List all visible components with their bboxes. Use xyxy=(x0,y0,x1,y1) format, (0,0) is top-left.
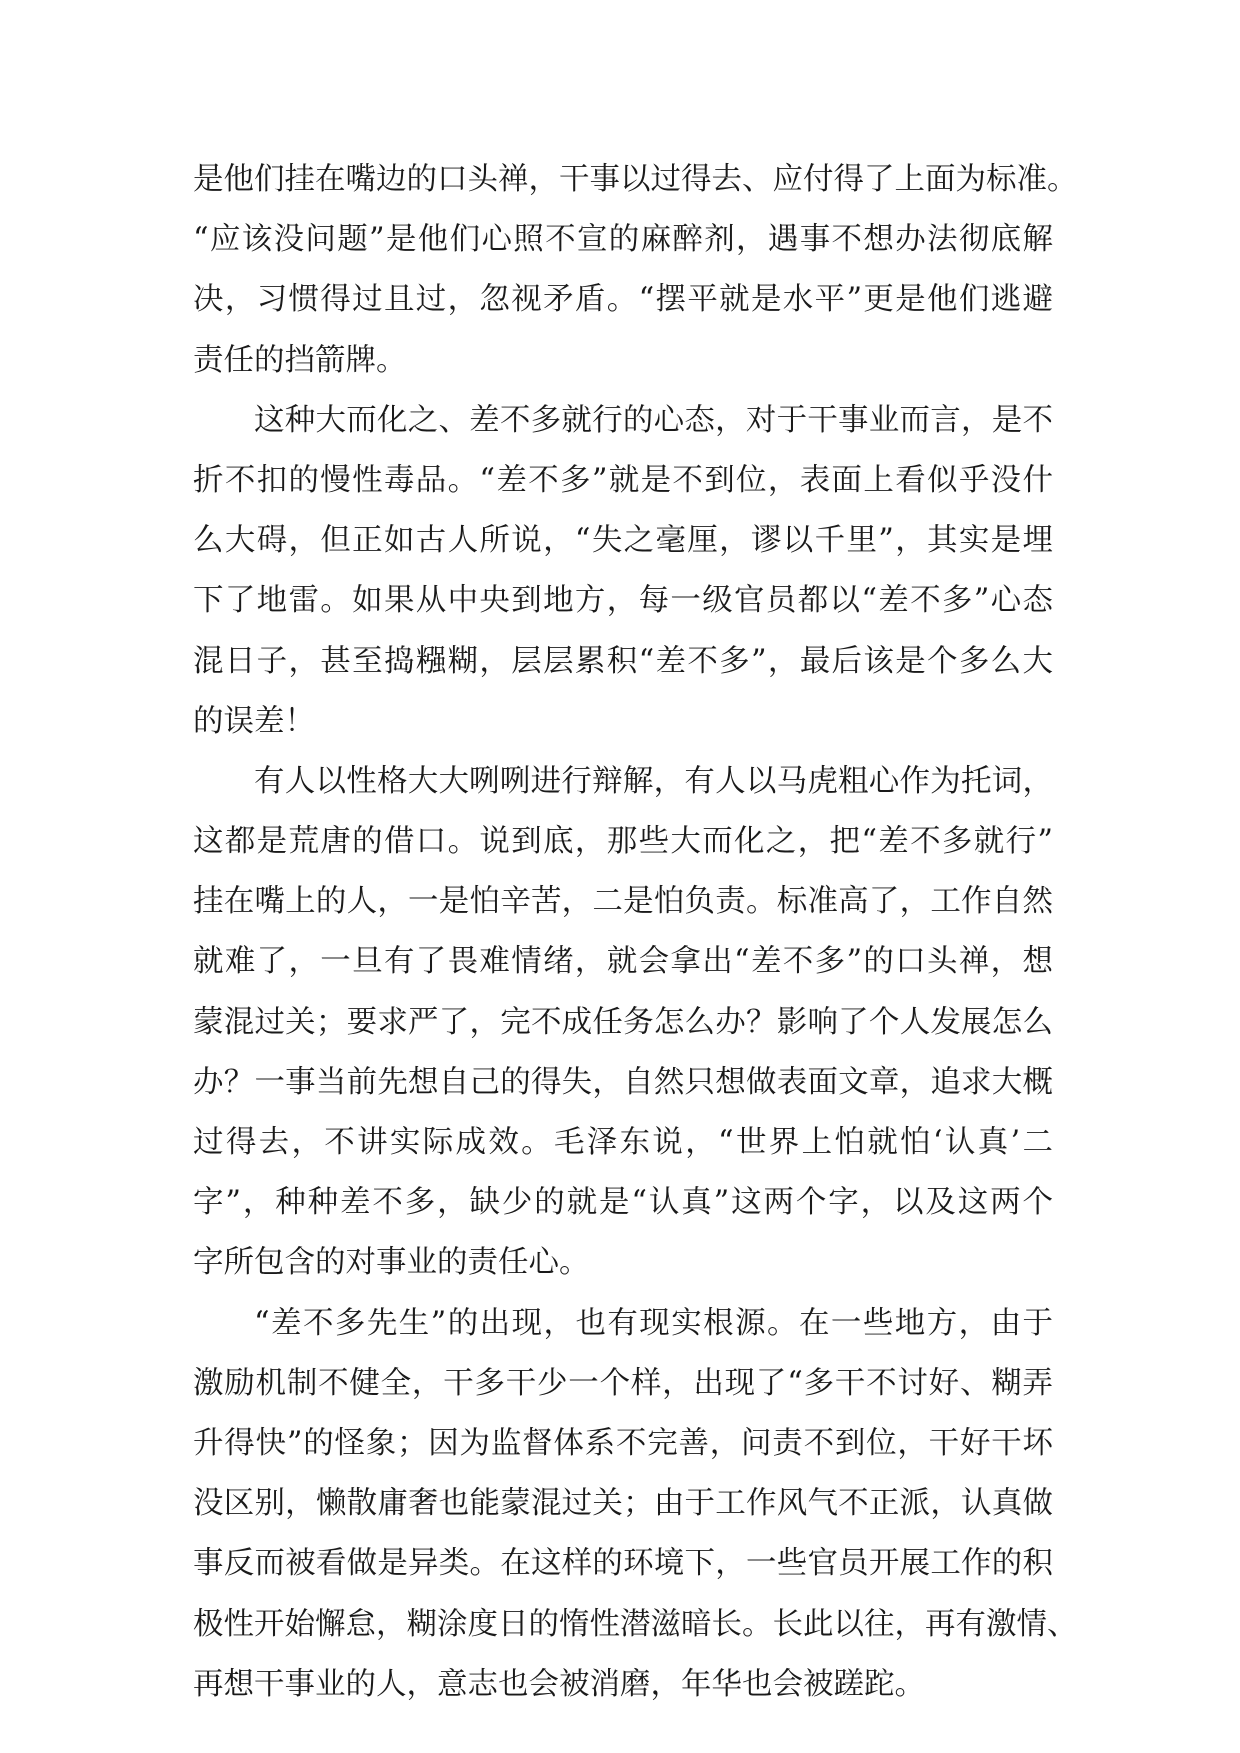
text-line: 升得快”的怪象；因为监督体系不完善，问责不到位，干好干坏 xyxy=(193,1425,1053,1461)
text-line: 么大碍，但正如古人所说，“失之毫厘，谬以千里”，其实是埋 xyxy=(193,523,1053,559)
text-line: 的误差！ xyxy=(193,703,315,739)
paragraph-4 xyxy=(193,1294,1078,1715)
text-line: 这种大而化之、差不多就行的心态，对于干事业而言，是不 xyxy=(254,402,1053,438)
text-line: 没区别，懒散庸奢也能蒙混过关；由于工作风气不正派，认真做 xyxy=(193,1486,1053,1522)
text-line: “应该没问题”是他们心照不宣的麻醉剂，遇事不想办法彻底解 xyxy=(193,222,1053,258)
text-line: 过得去，不讲实际成效。毛泽东说，“世界上怕就怕‘认真’二 xyxy=(193,1125,1053,1160)
text-line: 下了地雷。如果从中央到地方，每一级官员都以“差不多”心态 xyxy=(193,583,1053,619)
text-line: 这都是荒唐的借口。说到底，那些大而化之，把“差不多就行” xyxy=(193,824,1053,860)
text-line: 混日子，甚至捣糨糊，层层累积“差不多”，最后该是个多么大 xyxy=(193,643,1053,679)
text-line: 字”，种种差不多，缺少的就是“认真”这两个字，以及这两个 xyxy=(193,1185,1053,1221)
text-line: 字所包含的对事业的责任心。 xyxy=(193,1245,590,1281)
text-line: 责任的挡箭牌。 xyxy=(193,342,407,378)
text-line: 折不扣的慢性毒品。“差不多”就是不到位，表面上看似乎没什 xyxy=(193,462,1053,498)
text-line: 是他们挂在嘴边的口头禅，干事以过得去、应付得了上面为标准。 xyxy=(193,162,1078,197)
text-line: 极性开始懈怠，糊涂度日的惰性潜滋暗长。长此以往，再有激情、 xyxy=(193,1606,1078,1642)
text-line: 决，习惯得过且过，忽视矛盾。“摆平就是水平”更是他们逃避 xyxy=(193,282,1053,318)
paragraph-3 xyxy=(193,752,1053,1294)
text-line: 有人以性格大大咧咧进行辩解，有人以马虎粗心作为托词， xyxy=(254,763,1053,799)
text-line: 激励机制不健全，干多干少一个样，出现了“多干不讨好、糊弄 xyxy=(193,1365,1053,1401)
article-body xyxy=(193,150,1078,1715)
text-line: 办？一事当前先想自己的得失，自然只想做表面文章，追求大概 xyxy=(193,1064,1053,1100)
text-line: 就难了，一旦有了畏难情绪，就会拿出“差不多”的口头禅，想 xyxy=(193,944,1053,980)
paragraph-1 xyxy=(193,150,1078,391)
text-line: 挂在嘴上的人，一是怕辛苦，二是怕负责。标准高了，工作自然 xyxy=(193,884,1053,920)
text-line: 再想干事业的人，意志也会被消磨，年华也会被蹉跎。 xyxy=(193,1666,925,1702)
text-line: 蒙混过关；要求严了，完不成任务怎么办？影响了个人发展怎么 xyxy=(193,1004,1053,1040)
text-line: 事反而被看做是异类。在这样的环境下，一些官员开展工作的积 xyxy=(193,1546,1053,1582)
paragraph-2 xyxy=(193,391,1053,752)
text-line: “差不多先生”的出现，也有现实根源。在一些地方，由于 xyxy=(254,1305,1053,1341)
